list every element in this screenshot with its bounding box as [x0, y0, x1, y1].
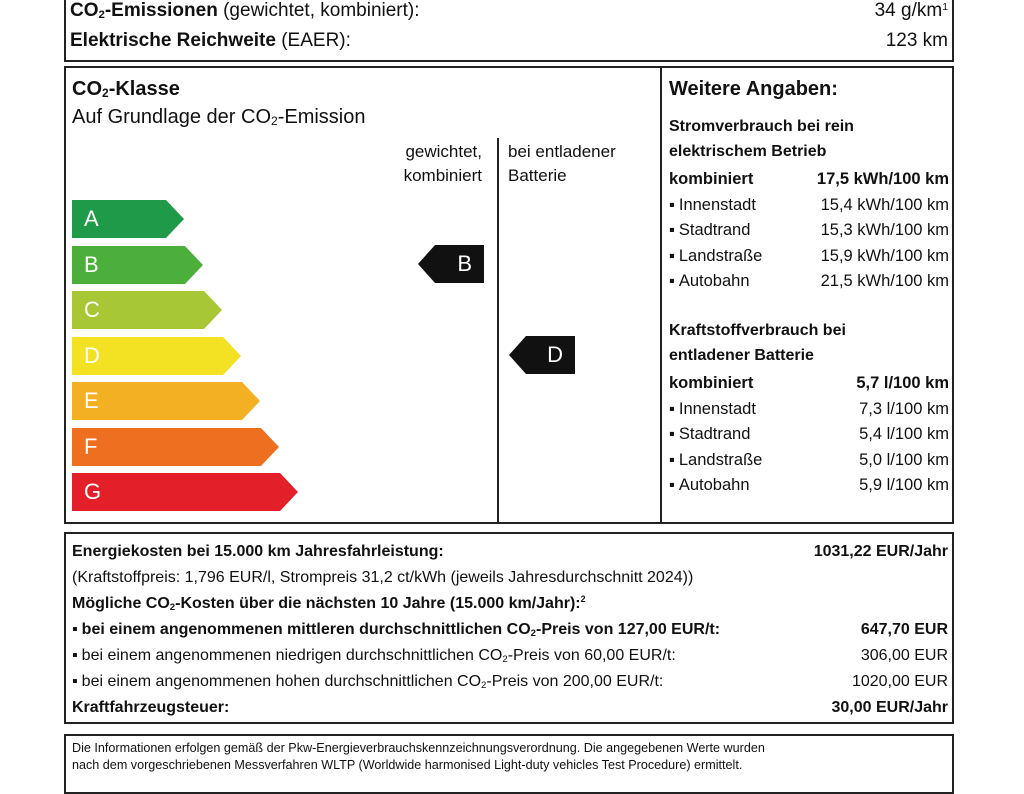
co2-scenario-row: [72, 670, 948, 694]
electric-consumption-label: ▪ Autobahn: [669, 268, 750, 294]
electric-consumption-value: 15,4 kWh/100 km: [820, 195, 949, 214]
fuel-consumption-row-2: [669, 421, 949, 447]
legal-notice-line-1: Die Informationen erfolgen gemäß der Pkw-Energieverbrauchskennzeichnungsverordnung. Die angegebenen Werte wurden: [72, 741, 765, 755]
co2-costs-heading: Mögliche $CO_2$-Kosten über die nächsten 10 Jahre (15.000 km/Jahr):$^2$: [72, 594, 586, 613]
legal-notice-box: [64, 734, 954, 794]
co2-scenario-value: 1020,00 EUR: [851, 673, 948, 690]
electric-consumption-label: ▪ Landstraße: [669, 243, 762, 269]
costs-box: [64, 532, 954, 724]
fuel-consumption-row-4: [669, 472, 949, 498]
class-bar-f: [72, 428, 279, 466]
further-info-content: [669, 68, 949, 522]
co2-class-title: $CO_2$-Klasse: [72, 78, 180, 100]
electric-consumption-row-4: [669, 268, 949, 294]
electric-consumption-row-1: [669, 192, 949, 218]
column-header-weighted: gewichtet, kombiniert: [403, 142, 482, 185]
further-info-panel: [660, 68, 662, 522]
electric-consumption-value: 15,3 kWh/100 km: [820, 221, 949, 240]
fuel-consumption-value: 5,0 l/100 km: [859, 450, 949, 469]
co2-emissions-qualifier: (gewichtet, kombiniert):: [223, 0, 420, 21]
electric-consumption-title: Stromverbrauch bei rein elektrischem Betrieb: [669, 118, 854, 160]
fuel-consumption-row-1: [669, 396, 949, 422]
legal-notice-line-2: nach dem vorgeschriebenen Messverfahren WLTP (Worldwide harmonised Light-duty vehicles Test Procedure) ermittelt.: [72, 758, 743, 772]
electric-consumption-label: kombiniert: [669, 170, 754, 188]
column-divider: [497, 138, 499, 522]
fuel-consumption-row-0: [669, 370, 949, 396]
co2-scenario-label: ▪ bei einem angenommenen niedrigen durchschnittlichen $CO_2$-Preis von 60,00 EUR/t:: [72, 644, 676, 668]
fuel-consumption-value: 7,3 l/100 km: [859, 399, 949, 418]
weighted-class-marker: B: [418, 245, 484, 283]
electric-range-qualifier: (EAER):: [281, 30, 351, 51]
electric-consumption-row-3: [669, 243, 949, 269]
co2-scenario-value: 647,70 EUR: [860, 621, 948, 638]
fuel-consumption-label: kombiniert: [669, 374, 754, 392]
fuel-consumption-label: ▪ Landstraße: [669, 447, 762, 473]
fuel-consumption-value: 5,4 l/100 km: [859, 425, 949, 444]
fuel-consumption-row-3: [669, 447, 949, 473]
class-bar-label: B: [84, 251, 99, 277]
class-bar-label: C: [84, 297, 100, 322]
discharged-class-marker: D: [509, 336, 575, 374]
class-bar-label: G: [84, 479, 102, 504]
fuel-consumption-value: 5,9 l/100 km: [859, 476, 949, 495]
fuel-consumption-label: ▪ Stadtrand: [669, 421, 750, 447]
energy-costs-value: 1031,22 EUR/Jahr: [813, 543, 948, 560]
class-bar-label: E: [84, 388, 99, 413]
co2-emissions-label: $CO_2$-Emissionen: [70, 0, 218, 21]
electric-range-value: 123 km: [885, 30, 948, 51]
co2-emissions-value: 34 $g/km^1$: [874, 0, 948, 21]
vehicle-tax-value: 30,00 EUR/Jahr: [831, 699, 948, 716]
vehicle-tax-row: [72, 696, 948, 720]
class-bar-d: [72, 337, 241, 375]
co2-scenario-value: 306,00 EUR: [860, 647, 948, 664]
class-bar-a: [72, 200, 184, 238]
efficiency-class-scale: [72, 200, 312, 520]
co2-scenario-label: ▪ bei einem angenommenen mittleren durchschnittlichen $CO_2$-Preis von 127,00 EUR/t:: [72, 618, 720, 642]
fuel-consumption-title: Kraftstoffverbrauch bei entladener Batterie: [669, 322, 846, 364]
class-bar-b: [72, 246, 203, 284]
class-bar-e: [72, 382, 260, 420]
co2-scenario-label: ▪ bei einem angenommenen hohen durchschnittlichen $CO_2$-Preis von 200,00 EUR/t:: [72, 670, 663, 694]
co2-scenario-row: [72, 618, 948, 642]
electric-consumption-value: 17,5 kWh/100 km: [816, 170, 949, 188]
prices-note: (Kraftstoffpreis: 1,796 EUR/l, Strompreis 31,2 ct/kWh (jeweils Jahresdurchschnitt 2024)): [72, 569, 694, 586]
electric-consumption-label: ▪ Innenstadt: [669, 192, 756, 218]
class-bar-c: [72, 291, 222, 329]
co2-class-subtitle: Auf Grundlage der $CO_2$-Emission: [72, 106, 366, 128]
class-bar-label: D: [84, 342, 100, 368]
co2-class-box: [64, 66, 954, 524]
vehicle-tax-label: Kraftfahrzeugsteuer:: [72, 699, 230, 716]
class-bar-label: F: [84, 433, 98, 459]
class-bar-label: A: [84, 206, 99, 231]
electric-consumption-value: 15,9 kWh/100 km: [820, 246, 949, 265]
electric-consumption-row-0: [669, 166, 949, 192]
electric-consumption-row-2: [669, 217, 949, 243]
co2-emissions-row: [70, 0, 948, 24]
fuel-consumption-label: ▪ Autobahn: [669, 472, 750, 498]
further-info-title: Weitere Angaben:: [669, 78, 838, 100]
electric-consumption-label: ▪ Stadtrand: [669, 217, 750, 243]
fuel-consumption-value: 5,7 l/100 km: [856, 374, 949, 392]
co2-scenario-row: [72, 644, 948, 668]
fuel-consumption-label: ▪ Innenstadt: [669, 396, 756, 422]
energy-costs-label: Energiekosten bei 15.000 km Jahresfahrleistung:: [72, 543, 444, 560]
energy-costs-row: [72, 540, 948, 564]
class-bar-g: [72, 473, 298, 511]
electric-range-row: [70, 28, 948, 54]
column-header-discharged: bei entladener Batterie: [508, 142, 616, 185]
electric-consumption-value: 21,5 kWh/100 km: [820, 272, 949, 291]
emissions-summary-box: [64, 0, 954, 62]
electric-range-label: Elektrische Reichweite: [70, 30, 276, 51]
